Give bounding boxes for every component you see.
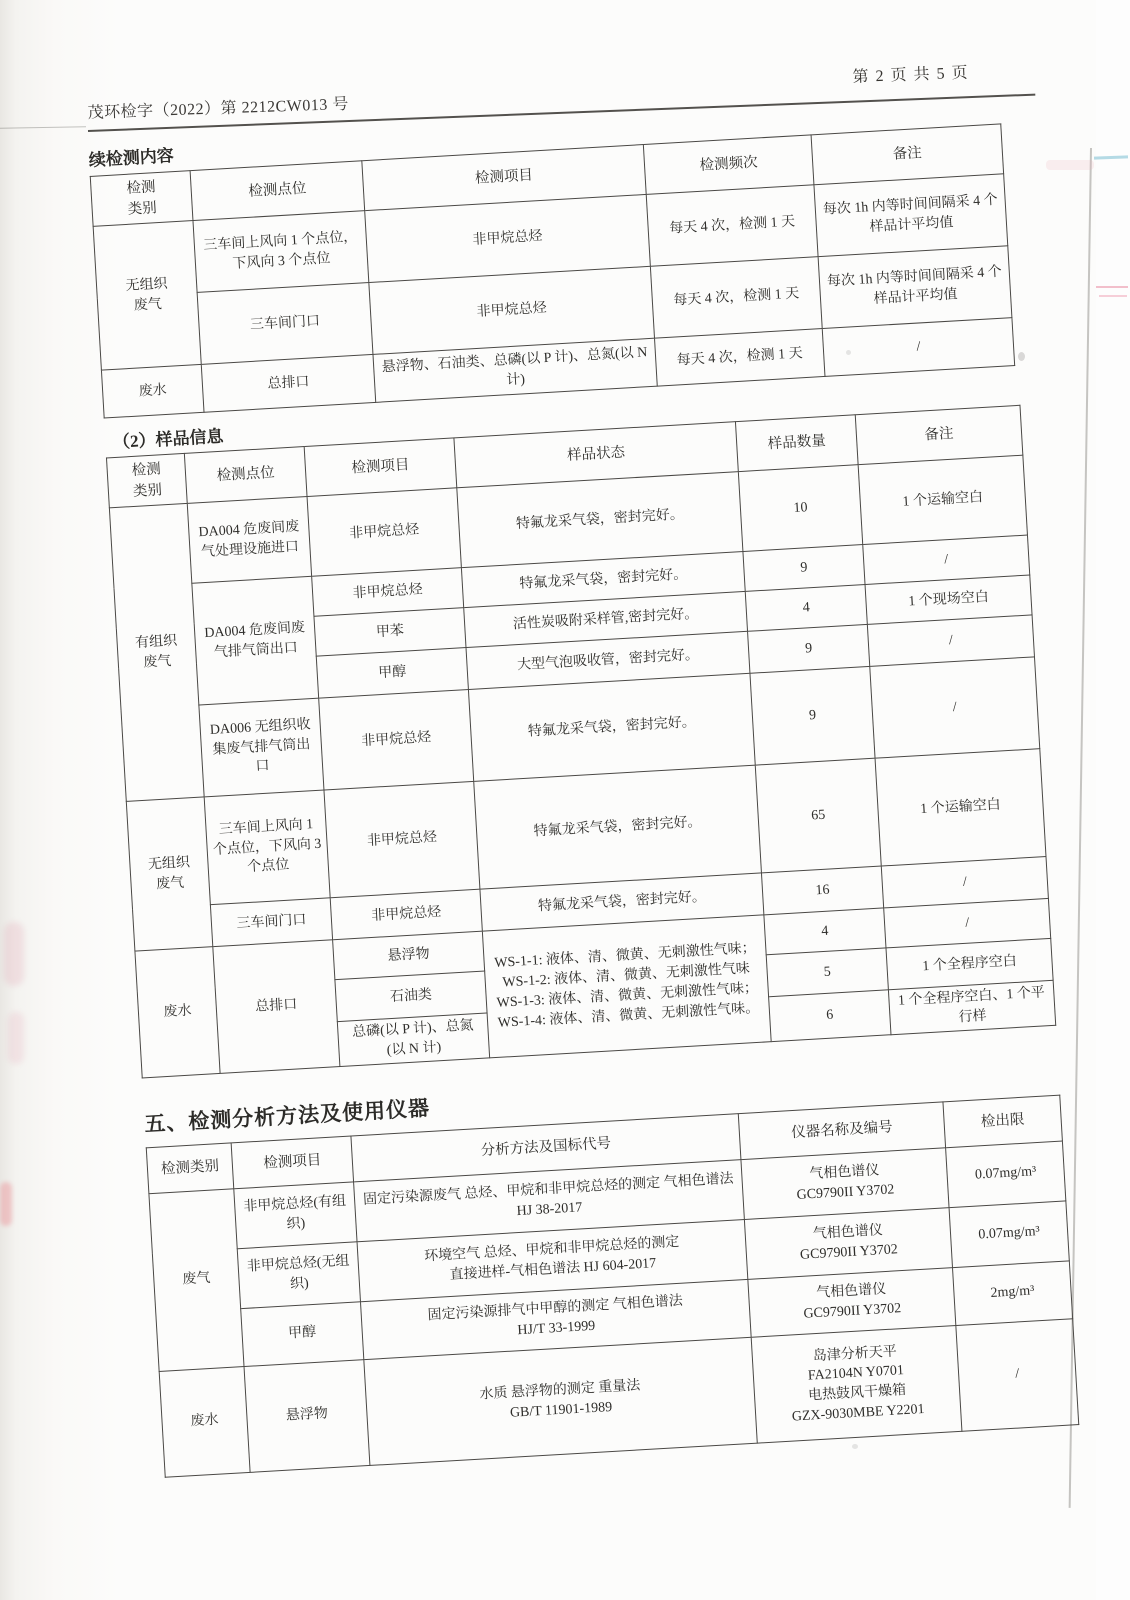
table-cell: 活性炭吸附采样管,密封完好。 — [464, 591, 748, 647]
table-header-cell: 样品数量 — [735, 415, 858, 472]
table-cell: DA004 危废间废气处理设施进口 — [187, 496, 311, 583]
table-cell: 非甲烷总烃 — [307, 488, 461, 577]
table-cell: DA006 无组织收集废气排气筒出口 — [199, 698, 324, 797]
table-cell: 有组织 废气 — [109, 503, 204, 801]
table-header-cell: 样品状态 — [454, 422, 738, 488]
table-cell: 三车间上风向 1 个点位，下风向 3 个点位 — [204, 790, 330, 905]
table-header-cell: 检测项目 — [362, 145, 646, 211]
methods-instruments-table — [146, 1094, 1080, 1477]
table-cell: 三车间上风向 1 个点位，下风向 3 个点位 — [193, 211, 369, 293]
table-cell: 废水 — [159, 1366, 250, 1477]
table-cell: 65 — [755, 758, 881, 873]
table-header-cell: 分析方法及国标代号 — [351, 1113, 741, 1181]
table-header-cell: 检测 类别 — [90, 171, 193, 227]
table-header-cell: 检测点位 — [184, 447, 307, 504]
table-cell: 三车间门口 — [197, 283, 373, 365]
sample-info-table — [106, 405, 1056, 1078]
table-cell: DA004 危废间废气排气筒出口 — [192, 576, 319, 705]
table-cell: 9 — [750, 666, 875, 765]
table-cell: 废水 — [101, 364, 204, 418]
table-cell: 特氟龙采气袋，密封完好。 — [468, 673, 755, 781]
table-cell: / — [956, 1319, 1079, 1432]
table-cell: WS-1-1: 液体、清、微黄、无刺激性气味； WS-1-2: 液体、清、微黄、无刺激性气味 WS-1-3: 液体、清、微黄、无刺激性气味； WS-1-4: 液体、清、微黄、无刺激性气味。 — [482, 915, 771, 1058]
table-cell: 1 个全程序空白、1 个平行样 — [888, 980, 1055, 1034]
table-header-cell: 备注 — [811, 124, 1004, 185]
table-header-cell: 检测 类别 — [106, 453, 187, 507]
table-cell: 非甲烷总烃 — [369, 266, 655, 354]
table-cell: 非甲烷总烃 — [319, 690, 474, 790]
scan-right-margin — [1096, 0, 1130, 1600]
table-cell: 悬浮物、石油类、总磷(以 P 计)、总氮(以 N 计) — [373, 338, 657, 402]
table-cell: 气相色谱仪 GC9790II Y3702 — [741, 1148, 949, 1220]
table-cell: 总排口 — [201, 354, 375, 412]
table-cell: 三车间门口 — [210, 898, 332, 947]
table-cell: 1 个现场空白 — [865, 575, 1032, 624]
table-cell: 非甲烷总烃(有组织) — [234, 1182, 357, 1249]
table-cell: 6 — [769, 990, 891, 1042]
table-cell: 非甲烷总烃(无组织) — [237, 1242, 360, 1309]
table-cell: / — [867, 615, 1034, 666]
table-header-cell: 检测项目 — [304, 438, 457, 497]
table-cell: 总磷(以 P 计)、总氮(以 N 计) — [337, 1013, 489, 1066]
table-cell: 废气 — [149, 1189, 244, 1372]
table-header-cell: 检测项目 — [231, 1136, 353, 1189]
table-cell: 石油类 — [335, 971, 487, 1022]
table-cell: 16 — [761, 866, 883, 915]
table-cell: 悬浮物 — [244, 1359, 370, 1472]
table-cell: 非甲烷总烃 — [312, 568, 464, 617]
table-cell: 无组织 废气 — [93, 221, 201, 371]
table-cell: 每天 4 次，检测 1 天 — [655, 329, 825, 387]
table-cell: / — [870, 657, 1040, 758]
section-title-methods: 五、检测分析方法及使用仪器 — [143, 1095, 431, 1137]
table-cell: 悬浮物 — [333, 931, 485, 980]
table-cell: 固定污染源排气中甲醇的测定 气相色谱法 HJ/T 33-1999 — [360, 1279, 751, 1359]
table-cell: 每次 1h 内等时间间隔采 4 个样品计平均值 — [818, 246, 1012, 329]
table-cell: 总排口 — [213, 940, 340, 1073]
table-cell: 固定污染源废气 总烃、甲烷和非甲烷总烃的测定 气相色谱法 HJ 38-2017 — [354, 1159, 745, 1241]
document-sheet — [88, 93, 1078, 1477]
table-cell: 岛津分析天平 FA2104N Y0701 电热鼓风干燥箱 GZX-9030MBE Y2201 — [751, 1325, 962, 1443]
table-cell: 2mg/m³ — [952, 1261, 1072, 1326]
table-cell: 无组织 废气 — [126, 797, 213, 951]
table-cell: 甲苯 — [314, 608, 466, 657]
table-cell: 非甲烷总烃 — [330, 889, 482, 940]
table-cell: 4 — [764, 908, 886, 955]
table-header-cell: 仪器名称及编号 — [738, 1102, 945, 1160]
table-cell: 0.07mg/m³ — [946, 1141, 1066, 1208]
table-cell: 0.07mg/m³ — [949, 1201, 1069, 1268]
table-cell: / — [863, 535, 1030, 584]
table-cell: 气相色谱仪 GC9790II Y3702 — [748, 1267, 956, 1337]
table-cell: 特氟龙采气袋，密封完好。 — [457, 472, 743, 568]
table-header-cell: 检测频次 — [643, 135, 814, 195]
table-cell: 特氟龙采气袋，密封完好。 — [480, 873, 764, 931]
table-cell: 非甲烷总烃 — [365, 194, 651, 282]
table-cell: 甲醇 — [316, 648, 468, 699]
table-cell: 每天 4 次，检测 1 天 — [646, 185, 818, 267]
table-cell: 甲醇 — [241, 1301, 364, 1366]
table-cell: 4 — [745, 584, 867, 631]
table-cell: 10 — [738, 465, 862, 552]
table-cell: 9 — [743, 545, 865, 592]
table-header-cell: 检测类别 — [146, 1143, 234, 1194]
table-cell: 水质 悬浮物的测定 重量法 GB/T 11901-1989 — [364, 1337, 757, 1465]
page-indicator: 第 2 页 共 5 页 — [852, 64, 970, 87]
table-cell: / — [822, 318, 1014, 377]
table-cell: 9 — [748, 624, 870, 673]
table-cell: 每次 1h 内等时间间隔采 4 个样品计平均值 — [814, 174, 1008, 257]
table-cell: / — [881, 857, 1048, 908]
table-cell: 环境空气 总烃、甲烷和非甲烷总烃的测定 直接进样-气相色谱法 HJ 604-2017 — [357, 1219, 748, 1301]
table-cell: 废水 — [135, 947, 220, 1078]
table-cell: / — [884, 898, 1051, 947]
table-cell: 5 — [766, 948, 888, 997]
doc-number: 茂环检字（2022）第 2212CW013 号 — [87, 95, 350, 123]
table-cell: 1 个运输空白 — [858, 455, 1027, 544]
table-cell: 每天 4 次，检测 1 天 — [650, 257, 822, 339]
continued-monitoring-table — [90, 123, 1015, 418]
table-cell: 1 个全程序空白 — [886, 938, 1053, 989]
table-header-cell: 检测点位 — [190, 161, 365, 221]
table-header-cell: 备注 — [855, 405, 1023, 464]
table-cell: 大型气泡吸收管，密封完好。 — [466, 631, 750, 689]
table-cell: 气相色谱仪 GC9790II Y3702 — [744, 1207, 952, 1279]
section-title-samples: （2）样品信息 — [112, 426, 224, 453]
table-cell: 特氟龙采气袋，密封完好。 — [461, 551, 745, 607]
table-cell: 1 个运输空白 — [875, 749, 1046, 866]
table-cell: 非甲烷总烃 — [324, 781, 480, 897]
section-title-continued: 续检测内容 — [88, 146, 175, 170]
table-header-cell: 检出限 — [943, 1095, 1062, 1148]
table-cell: 特氟龙采气袋，密封完好。 — [474, 765, 762, 889]
